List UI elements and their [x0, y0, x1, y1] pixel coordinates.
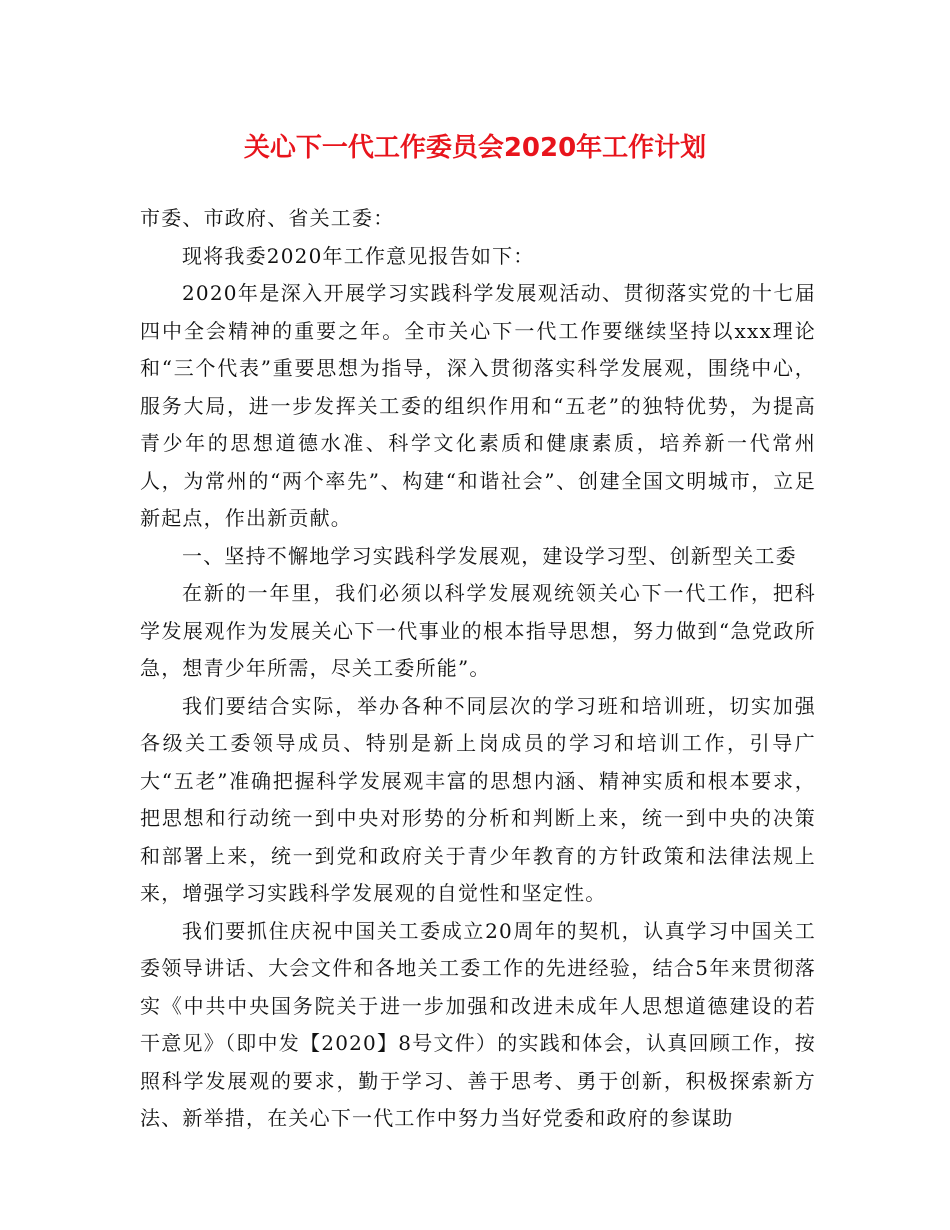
paragraph: 我们要结合实际，举办各种不同层次的学习班和培训班，切实加强各级关工委领导成员、特别是新上岗成员的学习和培训工作，引导广大“五老”准确把握科学发展观丰富的思想内涵、精神实质和根本要求，把思想和行动统一到中央对形势的分析和判断上来，统一到中央的决策和部署上来，统一到党和政府关于青少年教育的方针政策和法律法规上来，增强学习实践科学发展观的自觉性和坚定性。 [140, 693, 816, 905]
document-title: 关心下一代工作委员会2020年工作计划 [243, 133, 707, 163]
salutation: 市委、市政府、省关工委： [140, 206, 395, 230]
paragraph-intro: 现将我委2020年工作意见报告如下： [182, 243, 535, 268]
paragraph-overview: 2020年是深入开展学习实践科学发展观活动、贯彻落实党的十七届四中全会精神的重要之年。全市关心下一代工作要继续坚持以xxx理论和“三个代表”重要思想为指导，深入贯彻落实科学发展观，围绕中心，服务大局，进一步发挥关工委的组织作用和“五老”的独特优势，为提高青少年的思想道德水准、科学文化素质和健康素质，培养新一代常州人，为常州的“两个率先”、构建“和谐社会”、创建全国文明城市，立足新起点，作出新贡献。 [140, 281, 816, 530]
document-body [140, 200, 816, 1138]
paragraph: 我们要抓住庆祝中国关工委成立20周年的契机，认真学习中国关工委领导讲话、大会文件和各地关工委工作的先进经验，结合5年来贯彻落实《中共中央国务院关于进一步加强和改进未成年人思想道德建设的若干意见》（即中发【2020】8号文件）的实践和体会，认真回顾工作，按照科学发展观的要求，勤于学习、善于思考、勇于创新，积极探索新方法、新举措，在关心下一代工作中努力当好党委和政府的参谋助 [140, 918, 816, 1130]
section-heading-1: 一、坚持不懈地学习实践科学发展观，建设学习型、创新型关工委 [182, 543, 797, 568]
paragraph: 在新的一年里，我们必须以科学发展观统领关心下一代工作，把科学发展观作为发展关心下一代事业的根本指导思想，努力做到“急党政所急，想青少年所需，尽关工委所能”。 [140, 581, 816, 680]
